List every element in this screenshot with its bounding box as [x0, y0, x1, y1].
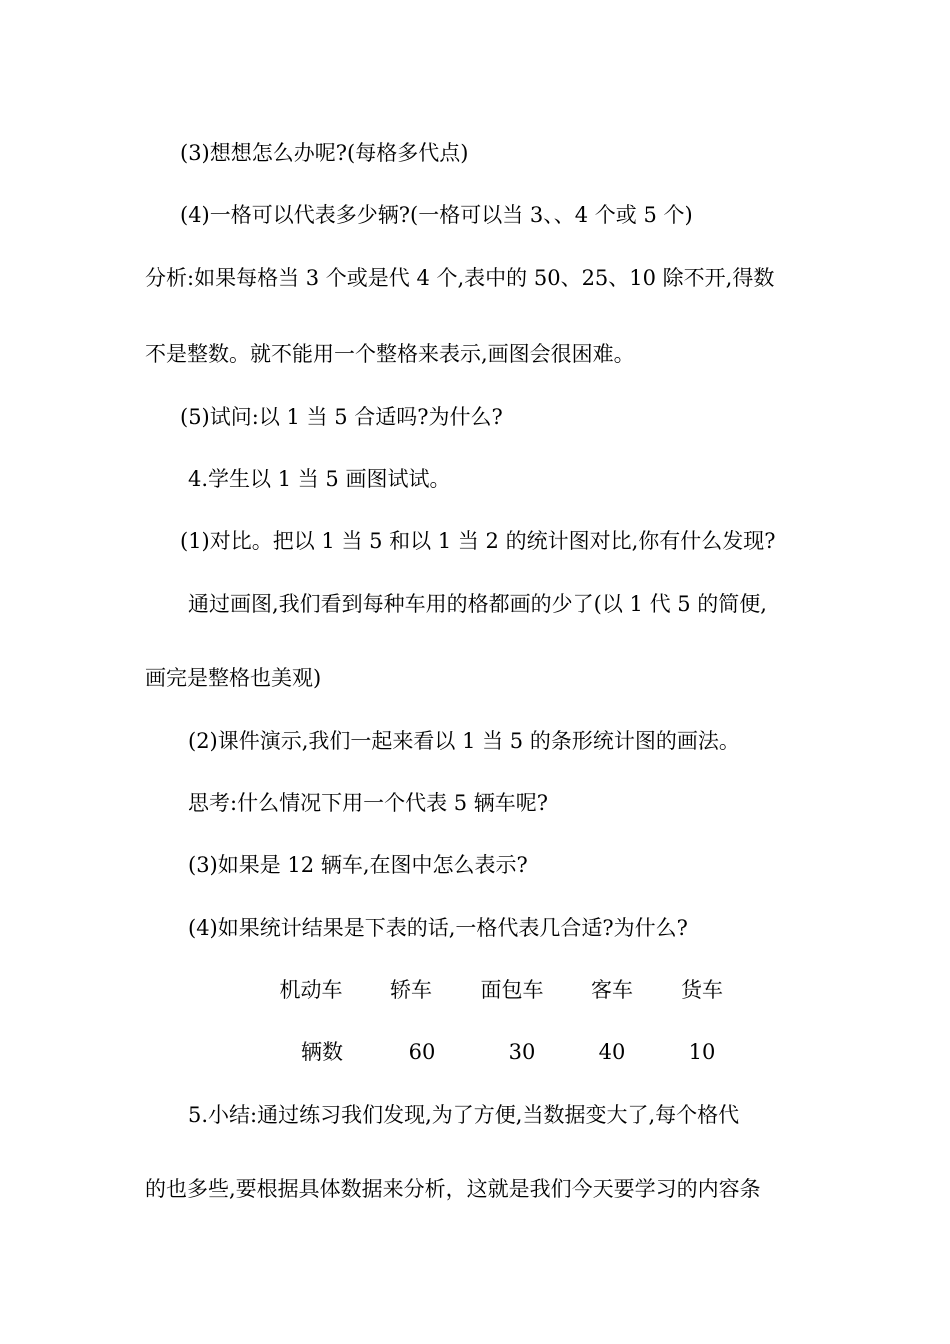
paragraph-line: 通过画图,我们看到每种车用的格都画的少了(以 1 代 5 的简便, — [188, 592, 767, 616]
section-heading: 4.学生以 1 当 5 画图试试。 — [188, 467, 451, 491]
paragraph-line: (3)如果是 12 辆车,在图中怎么表示? — [188, 853, 528, 877]
table-cell: 10 — [688, 1040, 716, 1064]
paragraph-line: (1)对比。把以 1 当 5 和以 1 当 2 的统计图对比,你有什么发现? — [180, 529, 776, 553]
table-cell: 辆数 — [301, 1040, 343, 1064]
table-header-cell: 货车 — [681, 978, 723, 1002]
paragraph-line: 的也多些,要根据具体数据来分析，这就是我们今天要学习的内容条 — [145, 1177, 761, 1201]
paragraph-line: 思考:什么情况下用一个代表 5 辆车呢? — [188, 791, 549, 815]
paragraph-line: (5)试问:以 1 当 5 合适吗?为什么? — [180, 405, 503, 429]
table-cell: 40 — [598, 1040, 626, 1064]
table-header-cell: 机动车 — [279, 978, 343, 1002]
table-cell: 60 — [408, 1040, 436, 1064]
paragraph-line: (4)一格可以代表多少辆?(一格可以当 3、、4 个或 5 个) — [180, 203, 693, 227]
table-header-cell: 面包车 — [480, 978, 544, 1002]
section-heading: 5.小结:通过练习我们发现,为了方便,当数据变大了,每个格代 — [188, 1103, 740, 1127]
paragraph-line: 不是整数。就不能用一个整格来表示,画图会很困难。 — [145, 342, 635, 366]
paragraph-line: (2)课件演示,我们一起来看以 1 当 5 的条形统计图的画法。 — [188, 729, 740, 753]
paragraph-line: 画完是整格也美观) — [145, 666, 322, 690]
table-header-cell: 轿车 — [390, 978, 432, 1002]
paragraph-line: (3)想想怎么办呢?(每格多代点) — [180, 141, 469, 165]
table-cell: 30 — [508, 1040, 536, 1064]
paragraph-line: 分析:如果每格当 3 个或是代 4 个,表中的 50、25、10 除不开,得数 — [145, 266, 775, 290]
table-header-cell: 客车 — [591, 978, 633, 1002]
paragraph-line: (4)如果统计结果是下表的话,一格代表几合适?为什么? — [188, 916, 688, 940]
